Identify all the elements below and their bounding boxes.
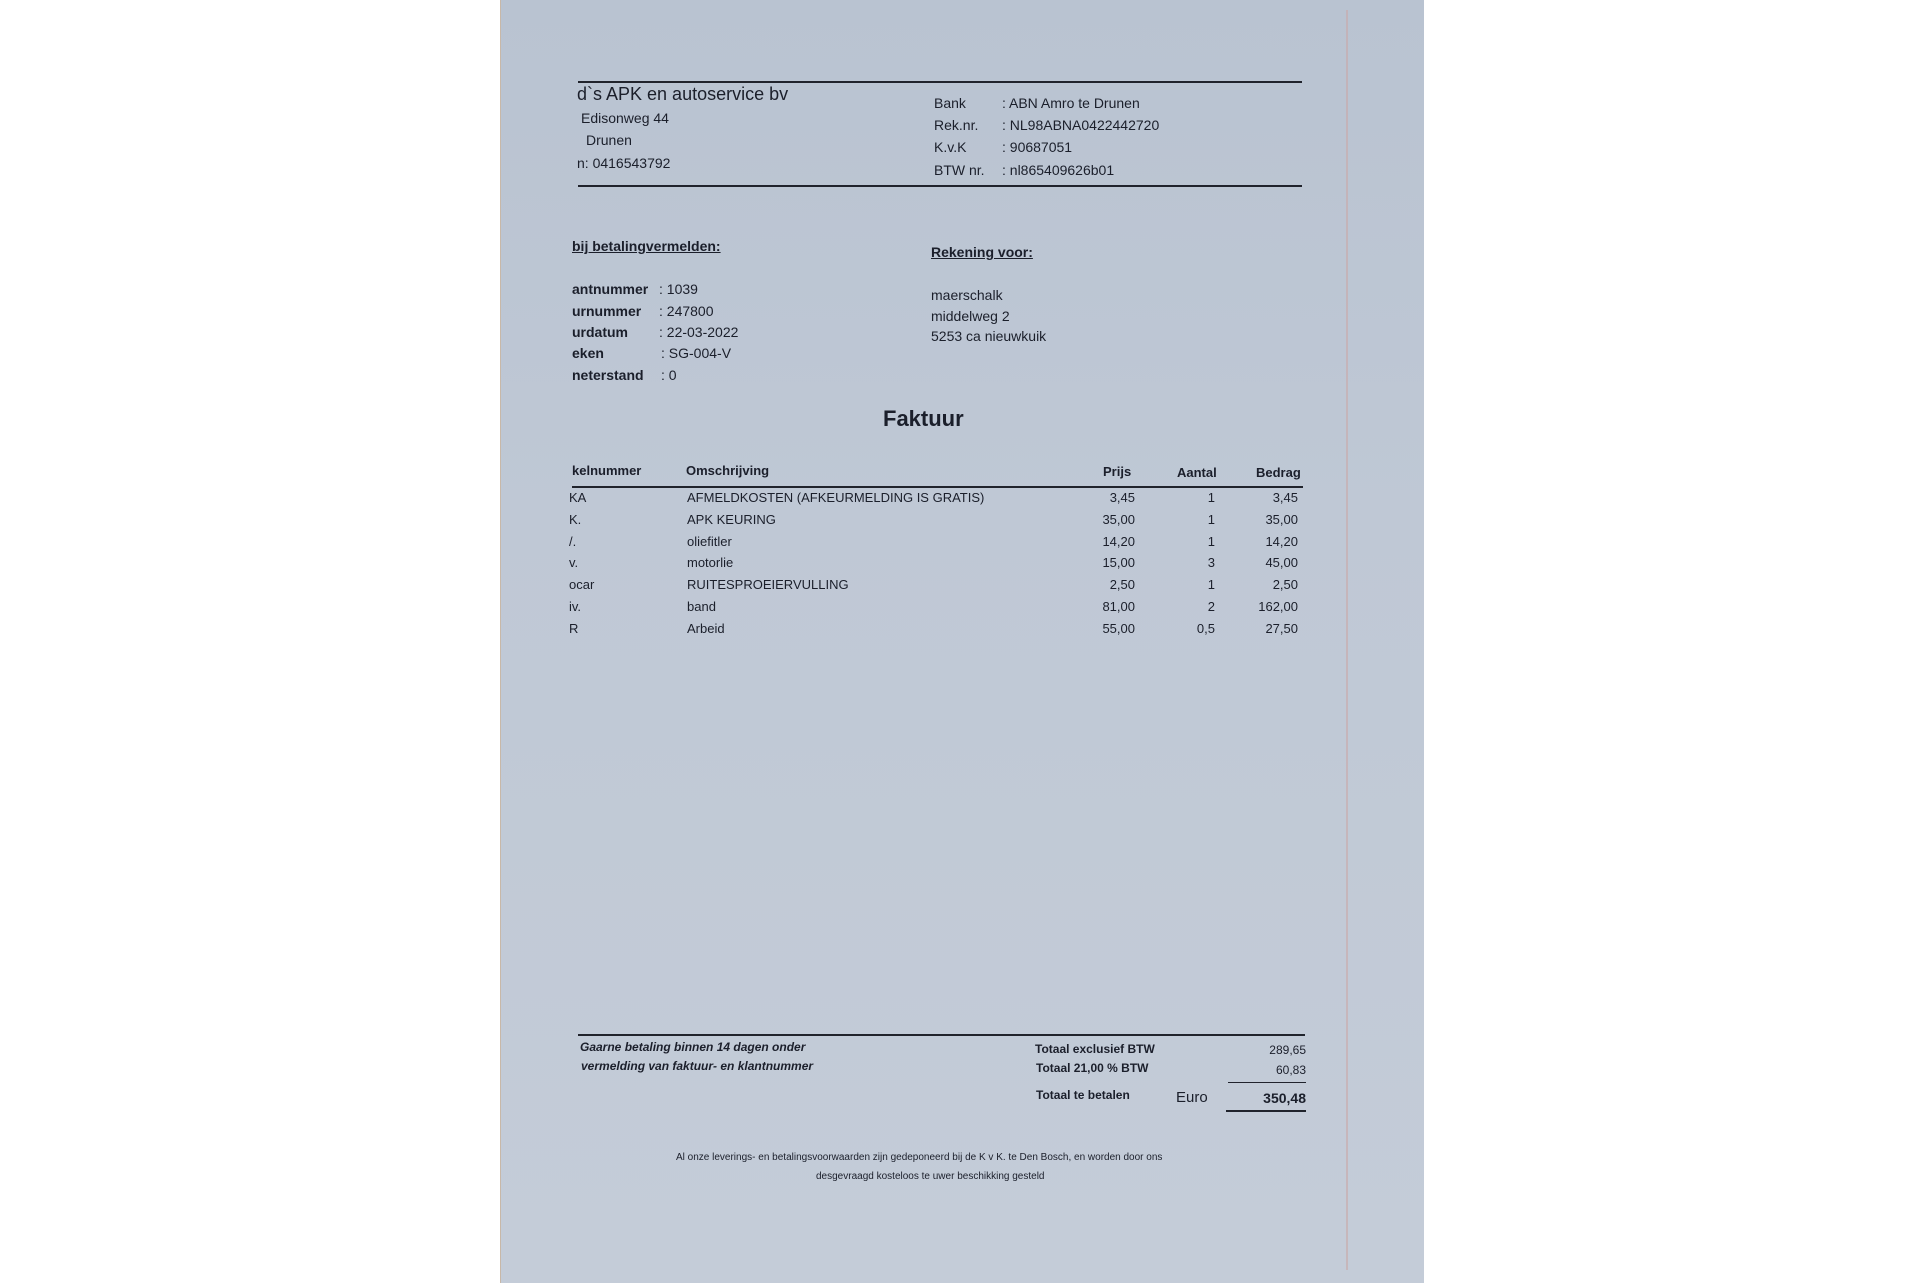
kvk-label: K.v.K	[934, 139, 967, 155]
item-code: R	[569, 621, 579, 636]
item-amount: 45,00	[1265, 555, 1298, 570]
total-btw-value: 60,83	[1275, 1063, 1306, 1077]
billing-city: 5253 ca nieuwkuik	[931, 328, 1047, 344]
bank-value: : ABN Amro te Drunen	[1002, 95, 1140, 111]
ref-label-factuur: urnummer	[572, 303, 642, 319]
total-excl-value: 289,65	[1269, 1043, 1306, 1057]
invoice-title: Faktuur	[883, 406, 964, 431]
ref-label-datum: urdatum	[572, 324, 628, 340]
item-price: 55,00	[1102, 621, 1135, 636]
table-row	[565, 534, 1305, 554]
footer-top-rule	[578, 1034, 1305, 1036]
col-header-quantity: Aantal	[1177, 465, 1217, 480]
item-description: APK KEURING	[687, 512, 776, 527]
bank-label: Bank	[934, 95, 966, 111]
btw-label: BTW nr.	[934, 162, 985, 178]
ref-label-kenteken: eken	[572, 345, 604, 361]
item-amount: 162,00	[1258, 599, 1298, 614]
payment-note-line1: Gaarne betaling binnen 14 dagen onder	[580, 1040, 806, 1054]
item-description: oliefitler	[687, 534, 732, 549]
item-description: Arbeid	[687, 621, 725, 636]
col-header-amount: Bedrag	[1256, 465, 1301, 480]
total-underline	[1226, 1110, 1306, 1112]
item-code: ocar	[569, 577, 595, 592]
item-amount: 14,20	[1265, 534, 1298, 549]
item-quantity: 1	[1207, 490, 1215, 505]
item-price: 35,00	[1102, 512, 1135, 527]
kvk-value: : 90687051	[1002, 139, 1073, 155]
item-amount: 27,50	[1265, 621, 1298, 636]
subtotal-rule	[1228, 1082, 1306, 1083]
table-row	[565, 490, 1305, 510]
item-description: band	[687, 599, 716, 614]
table-row	[565, 621, 1305, 641]
billing-heading: Rekening voor:	[931, 244, 1033, 260]
total-pay-label: Totaal te betalen	[1036, 1088, 1130, 1102]
item-quantity: 1	[1207, 534, 1215, 549]
item-quantity: 0,5	[1196, 621, 1215, 636]
item-amount: 3,45	[1272, 490, 1298, 505]
company-street: Edisonweg 44	[581, 110, 669, 126]
total-btw-label: Totaal 21,00 % BTW	[1036, 1061, 1149, 1075]
col-header-code: kelnummer	[572, 463, 642, 478]
table-row	[565, 512, 1305, 532]
company-name: d`s APK en autoservice bv	[577, 84, 789, 104]
total-excl-label: Totaal exclusief BTW	[1035, 1042, 1155, 1056]
total-pay-value: 350,48	[1263, 1090, 1306, 1106]
header-top-rule	[578, 81, 1302, 83]
paper-fold-line	[1346, 10, 1348, 1270]
rekening-value: : NL98ABNA0422442720	[1002, 117, 1160, 133]
item-price: 15,00	[1102, 555, 1135, 570]
col-header-price: Prijs	[1103, 464, 1132, 479]
ref-value-meterstand: : 0	[661, 367, 677, 383]
item-quantity: 3	[1207, 555, 1215, 570]
payment-ref-heading: bij betalingvermelden:	[572, 238, 721, 254]
terms-line2: desgevraagd kosteloos te uwer beschikking gesteld	[816, 1171, 1045, 1182]
billing-street: middelweg 2	[931, 308, 1010, 324]
rekening-label: Rek.nr.	[934, 117, 979, 133]
ref-label-klant: antnummer	[572, 281, 649, 297]
item-code: K.	[569, 512, 582, 527]
billing-name: maerschalk	[931, 287, 1003, 303]
company-phone: n: 0416543792	[577, 155, 671, 171]
item-amount: 2,50	[1272, 577, 1298, 592]
company-city: Drunen	[586, 132, 632, 148]
item-price: 14,20	[1102, 534, 1135, 549]
item-price: 81,00	[1102, 599, 1135, 614]
item-price: 2,50	[1109, 577, 1135, 592]
table-header-rule	[572, 486, 1303, 488]
item-price: 3,45	[1109, 490, 1135, 505]
ref-value-datum: : 22-03-2022	[659, 324, 739, 340]
terms-line1: Al onze leverings- en betalingsvoorwaarden zijn gedeponeerd bij de K v K. te Den Bosch, en worden door ons	[676, 1152, 1163, 1163]
btw-value: : nl865409626b01	[1002, 162, 1115, 178]
item-code: KA	[569, 490, 587, 505]
col-header-description: Omschrijving	[686, 463, 770, 478]
table-row	[565, 577, 1305, 597]
header-bottom-rule	[578, 185, 1302, 187]
item-code: v.	[569, 555, 579, 570]
currency-label: Euro	[1176, 1089, 1208, 1106]
item-quantity: 1	[1207, 512, 1215, 527]
table-row	[565, 599, 1305, 619]
ref-value-factuur: : 247800	[659, 303, 714, 319]
item-code: /.	[569, 534, 577, 549]
item-amount: 35,00	[1265, 512, 1298, 527]
table-row	[565, 555, 1305, 575]
payment-note-line2: vermelding van faktuur- en klantnummer	[581, 1059, 814, 1073]
item-code: iv.	[569, 599, 582, 614]
ref-label-meterstand: neterstand	[572, 367, 644, 383]
item-description: AFMELDKOSTEN (AFKEURMELDING IS GRATIS)	[687, 490, 985, 505]
item-quantity: 2	[1207, 599, 1215, 614]
ref-value-kenteken: : SG-004-V	[661, 345, 732, 361]
item-description: motorlie	[687, 555, 734, 570]
item-description: RUITESPROEIERVULLING	[687, 577, 849, 592]
item-quantity: 1	[1207, 577, 1215, 592]
ref-value-klant: : 1039	[659, 281, 698, 297]
